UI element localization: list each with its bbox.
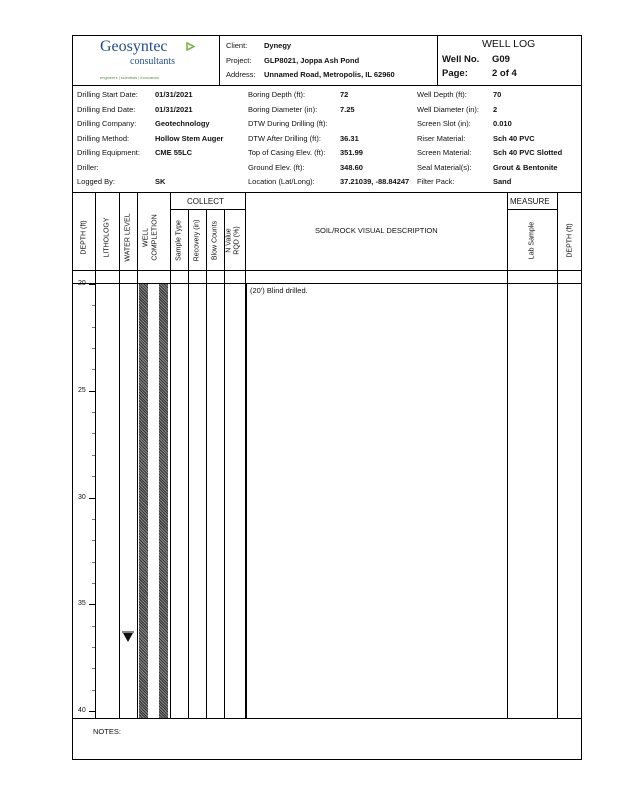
col3-value: Sch 40 PVC [493, 133, 535, 143]
log-title: WELL LOG [482, 38, 536, 50]
depth-minor-tick [92, 519, 95, 520]
sample-type-header: Sample Type [175, 220, 183, 261]
depth-tick-mark [89, 391, 95, 392]
col1-label: Drilling Company: [77, 119, 137, 128]
col2-label: Boring Depth (ft): [248, 90, 306, 99]
water-level-icon [122, 630, 134, 648]
description-box [246, 284, 507, 718]
col3-value: Sand [493, 177, 512, 186]
col2-value: 351.99 [340, 148, 363, 157]
depth-header: DEPTH (ft) [80, 220, 88, 255]
col1-label: Drilling Method: [77, 133, 130, 143]
measure-header: MEASURE [510, 197, 550, 206]
col1-label: Logged By: [77, 177, 115, 186]
col3-label: Screen Material: [417, 148, 472, 157]
completion-header: COMPLETION [151, 214, 159, 261]
col2-label: DTW During Drilling (ft): [248, 119, 328, 128]
col3-label: Screen Slot (in): [417, 119, 471, 128]
depth-tick-mark [89, 284, 95, 285]
depth-minor-tick [92, 647, 95, 648]
depth-minor-tick [92, 540, 95, 541]
depth-tick-mark [89, 498, 95, 499]
depth-tick-mark [89, 711, 95, 712]
col2-label: Top of Casing Elev. (ft): [248, 148, 326, 157]
col3-value: 0.010 [493, 119, 512, 128]
well-no-value: G09 [492, 54, 510, 65]
col3-value: Grout & Bentonite [493, 162, 558, 172]
col1-value: Hollow Stem Auger [155, 133, 224, 143]
logo-tagline: engineers | scientists | innovators [100, 75, 159, 80]
col1-value: Geotechnology [155, 119, 210, 128]
depth-tick-mark [89, 604, 95, 605]
rqd-header: RQD (%) [233, 226, 241, 255]
page-label: Page: [442, 68, 468, 79]
col3-label: Well Diameter (in): [417, 104, 479, 114]
col3-label: Seal Material(s): [417, 162, 472, 172]
notes-box [72, 718, 582, 760]
project-label: Project: [226, 56, 252, 65]
description-header: SOIL/ROCK VISUAL DESCRIPTION [315, 226, 438, 235]
description-entry: (20') Blind drilled. [250, 286, 308, 295]
col2-label: Boring Diameter (in): [248, 104, 318, 114]
depth-minor-tick [92, 327, 95, 328]
lithology-header: LITHOLOGY [103, 217, 111, 258]
depth-minor-tick [92, 412, 95, 413]
col2-value: 37.21039, -88.84247 [340, 177, 410, 186]
collect-header: COLLECT [187, 197, 224, 206]
blow-counts-header: Blow Counts [211, 220, 219, 261]
depth-minor-tick [92, 690, 95, 691]
depth-minor-tick [92, 305, 95, 306]
col1-label: Driller: [77, 162, 99, 172]
project-value: GLP8021, Joppa Ash Pond [264, 56, 360, 65]
col1-value: CME 55LC [155, 148, 193, 157]
depth-right-header: DEPTH (ft) [566, 223, 574, 258]
recovery-header: Recovery (in) [193, 219, 201, 262]
depth-minor-tick [92, 583, 95, 584]
well-riser-right [159, 284, 168, 718]
water-level-header: WATER LEVEL [124, 213, 132, 262]
well-no-label: Well No. [442, 54, 480, 65]
depth-tick-label: 25 [78, 386, 86, 394]
depth-tick-label: 30 [78, 493, 86, 501]
col2-value: 36.31 [340, 133, 359, 143]
depth-minor-tick [92, 626, 95, 627]
col2-label: DTW After Drilling (ft): [248, 133, 321, 143]
depth-minor-tick [92, 348, 95, 349]
col1-label: Drilling End Date: [77, 104, 136, 114]
depth-minor-tick [92, 369, 95, 370]
col1-value: SK [155, 177, 166, 186]
n-value-header: N Value [225, 228, 233, 253]
client-value: Dynegy [264, 41, 292, 50]
depth-minor-tick [92, 455, 95, 456]
depth-minor-tick [92, 476, 95, 477]
col2-value: 72 [340, 90, 349, 99]
well-header: WELL [142, 227, 150, 248]
col1-value: 01/31/2021 [155, 90, 193, 99]
logo-mark-icon [186, 38, 195, 56]
col2-label: Ground Elev. (ft): [248, 162, 305, 172]
depth-minor-tick [92, 562, 95, 563]
depth-minor-tick [92, 668, 95, 669]
col2-label: Location (Lat/Long): [248, 177, 315, 186]
col1-value: 01/31/2021 [155, 104, 193, 114]
col3-value: Sch 40 PVC Slotted [493, 148, 563, 157]
logo-sub: consultants [130, 56, 175, 67]
notes-label: NOTES: [93, 727, 121, 736]
address-label: Address: [226, 70, 256, 79]
col3-label: Filter Pack: [417, 177, 455, 186]
col3-value: 2 [493, 104, 498, 114]
lab-sample-header: Lab Sample [528, 221, 536, 260]
depth-tick-label: 20 [78, 280, 86, 287]
col3-label: Riser Material: [417, 133, 466, 143]
col3-value: 70 [493, 90, 502, 99]
col2-value: 7.25 [340, 104, 355, 114]
well-riser-left [139, 284, 148, 718]
depth-tick-label: 35 [78, 600, 86, 608]
depth-minor-tick [92, 433, 95, 434]
client-label: Client: [226, 41, 248, 50]
col2-value: 348.60 [340, 162, 363, 172]
col1-label: Drilling Start Date: [77, 90, 138, 99]
logo-name: Geosyntec [100, 38, 168, 55]
col3-label: Well Depth (ft): [417, 90, 467, 99]
address-value: Unnamed Road, Metropolis, IL 62960 [264, 70, 395, 79]
page-value: 2 of 4 [492, 68, 517, 79]
col1-label: Drilling Equipment: [77, 148, 140, 157]
depth-tick-label: 40 [78, 707, 86, 714]
